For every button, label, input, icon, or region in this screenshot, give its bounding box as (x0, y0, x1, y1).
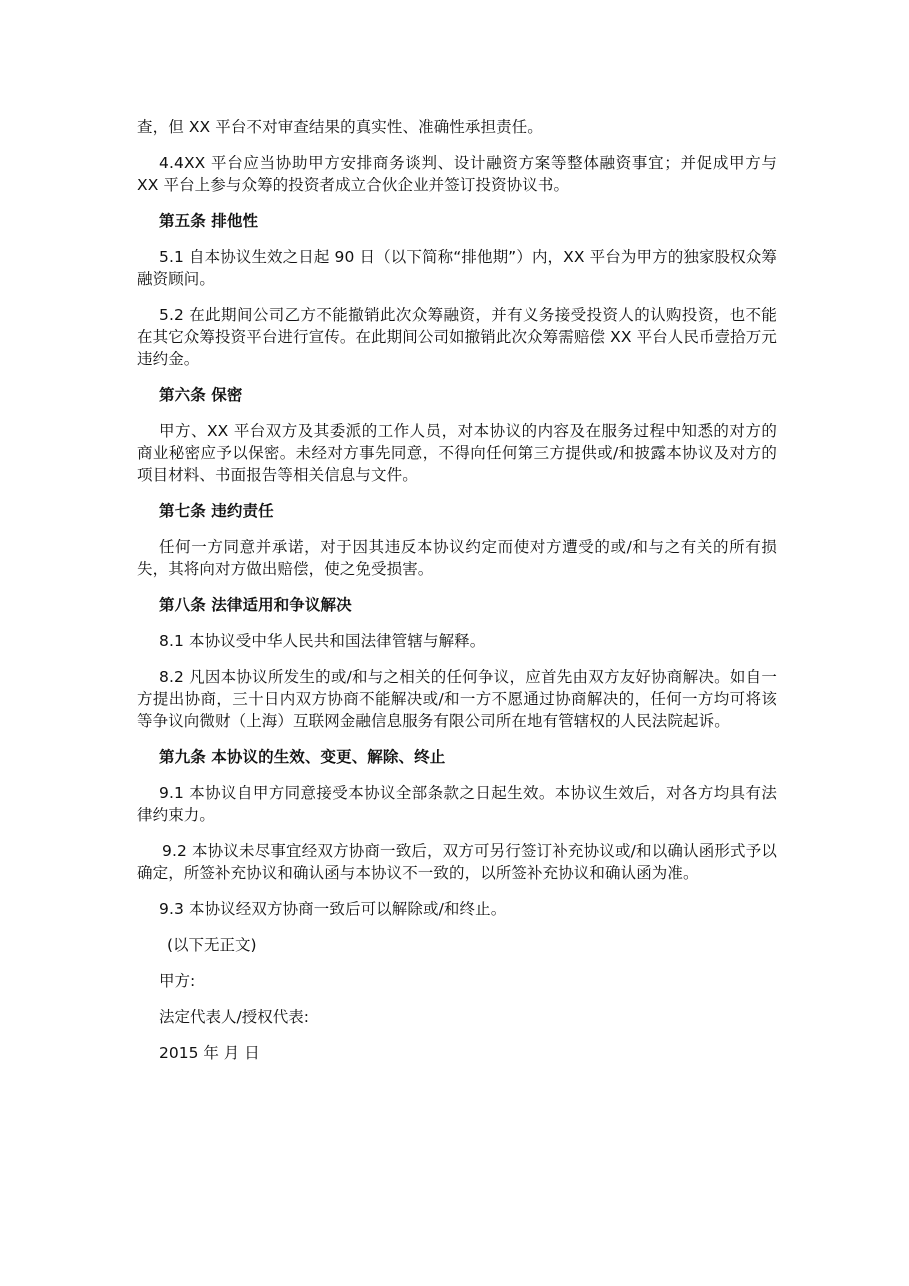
paragraph-confidentiality: 甲方、XX 平台双方及其委派的工作人员，对本协议的内容及在服务过程中知悉的对方的商业秘密应予以保密。未经对方事先同意，不得向任何第三方提供或/和披露本协议及对方的项目材料、书面报告等相关信息与文件。 (137, 422, 777, 484)
representative-label: 法定代表人/授权代表: (159, 1008, 309, 1026)
paragraph-5-1: 5.1 自本协议生效之日起 90 日（以下简称“排他期”）内，XX 平台为甲方的独家股权众筹融资顾问。 (137, 248, 777, 288)
heading-article-6: 第六条 保密 (159, 386, 243, 404)
paragraph-5-2: 5.2 在此期间公司乙方不能撤销此次众筹融资，并有义务接受投资人的认购投资，也不能在其它众筹投资平台进行宣传。在此期间公司如撤销此次众筹需赔偿 XX 平台人民币壹拾万元违约金。 (137, 306, 777, 368)
party-a-label: 甲方: (159, 972, 196, 990)
no-further-text-note: (以下无正文) (167, 936, 257, 954)
signature-date: 2015 年 月 日 (159, 1044, 260, 1062)
paragraph-liability: 任何一方同意并承诺，对于因其违反本协议约定而使对方遭受的或/和与之有关的所有损失，其将向对方做出赔偿，使之免受损害。 (137, 538, 777, 578)
paragraph-4-4: 4.4XX 平台应当协助甲方安排商务谈判、设计融资方案等整体融资事宜；并促成甲方与 XX 平台上参与众筹的投资者成立合伙企业并签订投资协议书。 (137, 154, 777, 194)
paragraph-9-1: 9.1 本协议自甲方同意接受本协议全部条款之日起生效。本协议生效后，对各方均具有法律约束力。 (137, 784, 777, 824)
paragraph-8-1: 8.1 本协议受中华人民共和国法律管辖与解释。 (159, 632, 486, 650)
paragraph-continuation: 查，但 XX 平台不对审查结果的真实性、准确性承担责任。 (137, 118, 543, 136)
paragraph-9-2: 9.2 本协议未尽事宜经双方协商一致后，双方可另行签订补充协议或/和以确认函形式予以确定，所签补充协议和确认函与本协议不一致的，以所签补充协议和确认函为准。 (137, 842, 777, 882)
heading-article-9: 第九条 本协议的生效、变更、解除、终止 (159, 748, 446, 766)
paragraph-8-2: 8.2 凡因本协议所发生的或/和与之相关的任何争议，应首先由双方友好协商解决。如自一方提出协商，三十日内双方协商不能解决或/和一方不愿通过协商解决的，任何一方均可将该等争议向微财（上海）互联网金融信息服务有限公司所在地有管辖权的人民法院起诉。 (137, 668, 777, 730)
document-body (137, 116, 777, 1078)
paragraph-9-3: 9.3 本协议经双方协商一致后可以解除或/和终止。 (159, 900, 507, 918)
heading-article-8: 第八条 法律适用和争议解决 (159, 596, 352, 614)
heading-article-7: 第七条 违约责任 (159, 502, 274, 520)
heading-article-5: 第五条 排他性 (159, 212, 259, 230)
